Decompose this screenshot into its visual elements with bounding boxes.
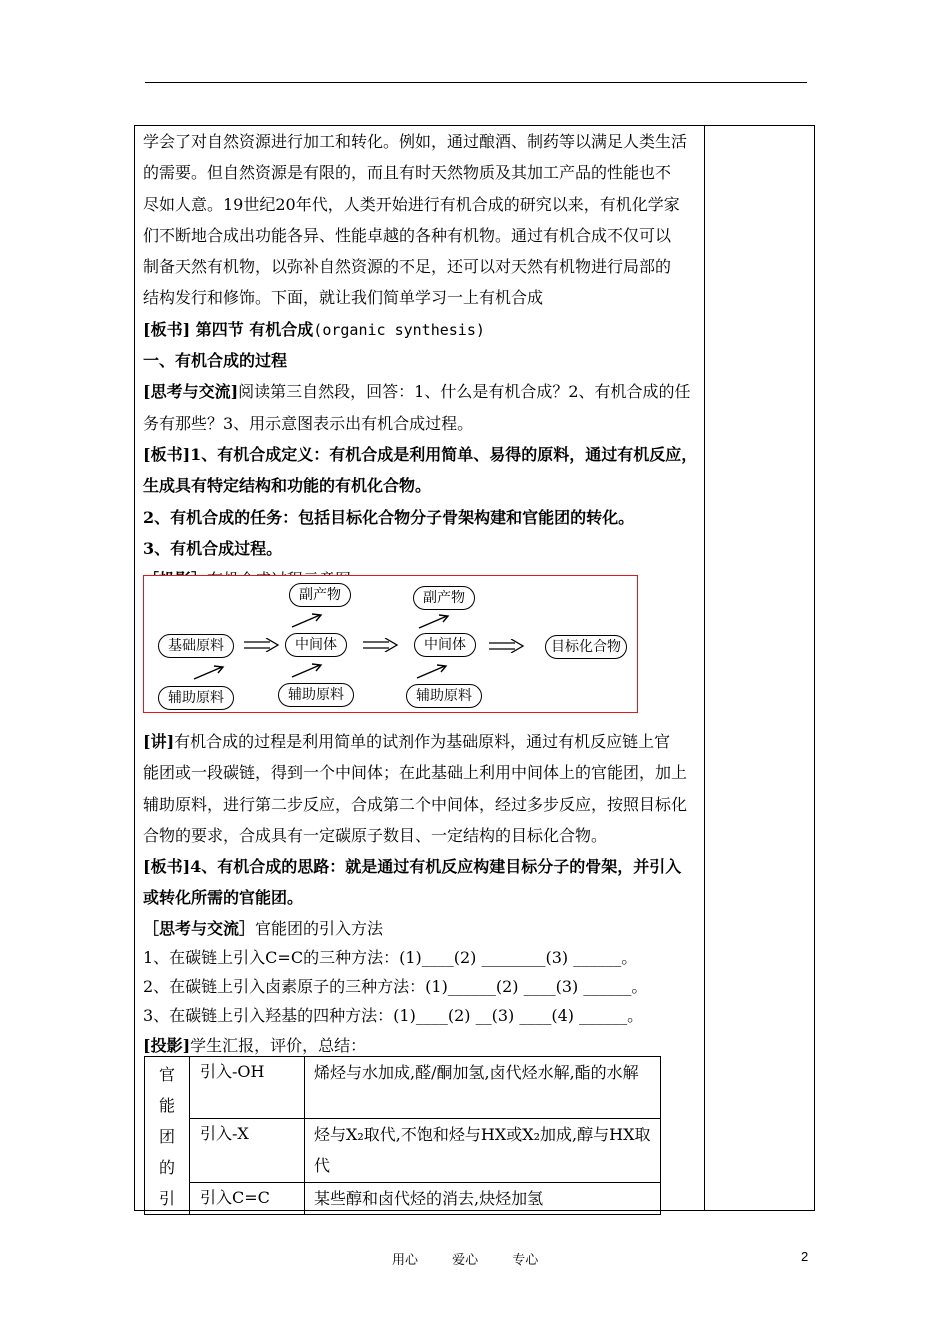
intro-line-2: 的需要。但自然资源是有限的，而且有时天然物质及其加工产品的性能也不 <box>143 163 672 183</box>
vertical-char: 能 <box>158 1096 175 1115</box>
idea-line-2: 或转化所需的官能团。 <box>143 888 304 908</box>
question-2: 2、在碳链上引入卤素原子的三种方法：(1)______(2) ____(3) ______。 <box>143 977 648 997</box>
definition-line-2: 生成具有特定结构和功能的有机化合物。 <box>143 476 432 496</box>
footer-motto: 用心 爱心 专心 <box>392 1253 539 1268</box>
double-arrow-icon <box>489 639 525 653</box>
arrow-up-right-icon <box>417 613 451 629</box>
section-heading-1: 一、有机合成的过程 <box>143 351 288 371</box>
row-label-oh: 引入-OH <box>190 1057 305 1119</box>
arrow-up-right-icon <box>290 612 324 628</box>
arrow-up-right-icon <box>192 664 226 680</box>
arrow-up-right-icon <box>290 662 324 678</box>
intro-line-4: 们不断地合成出功能各异、性能卓越的各种有机物。通过有机合成不仅可以 <box>143 225 672 245</box>
intro-line-3: 尽如人意。19世纪20年代，人类开始进行有机合成的研究以来，有机化学家 <box>143 194 680 214</box>
lecture-line-1: [讲]有机合成的过程是利用简单的试剂作为基础原料，通过有机反应链上官 <box>143 732 671 751</box>
diagram-base-material: 基础原料 <box>158 634 234 658</box>
diagram-aux-material-3: 辅助原料 <box>406 684 482 708</box>
header-rule <box>145 82 807 83</box>
idea-line-1: [板书]4、有机合成的思路：就是通过有机反应构建目标分子的骨架，并引入 <box>143 857 682 877</box>
think1-line-2: 务有那些？3、用示意图表示出有机合成过程。 <box>143 413 474 433</box>
diagram-intermediate-1: 中间体 <box>285 633 347 657</box>
diagram-byproduct-2: 副产物 <box>413 586 475 610</box>
lesson-content-2 <box>143 726 699 1060</box>
think2-line: ［思考与交流］官能团的引入方法 <box>143 918 384 938</box>
vertical-char: 官 <box>158 1065 175 1084</box>
intro-line-1: 学会了对自然资源进行加工和转化。例如，通过酿酒、制药等以满足人类生活 <box>143 132 688 151</box>
notes-column-divider <box>704 125 705 1211</box>
board-title: [板书] 第四节 有机合成(organic synthesis) <box>143 319 485 339</box>
definition-line-1: [板书]1、有机合成定义：有机合成是利用简单、易得的原料，通过有机反应， <box>143 444 698 464</box>
double-arrow-icon <box>244 638 280 652</box>
question-1: 1、在碳链上引入C=C的三种方法：(1)____(2) ________(3) ______。 <box>143 947 638 967</box>
intro-line-5: 制备天然有机物，以弥补自然资源的不足，还可以对天然有机物进行局部的 <box>143 257 672 277</box>
double-arrow-icon <box>363 638 399 652</box>
vertical-char: 引 <box>158 1189 175 1208</box>
lecture-line-3: 辅助原料，进行第二步反应，合成第二个中间体，经过多步反应，按照目标化 <box>143 794 688 814</box>
arrow-up-right-icon <box>415 663 449 679</box>
question-3: 3、在碳链上引入羟基的四种方法：(1)____(2) __(3) ____(4) ______。 <box>143 1006 644 1026</box>
think1-line-1: [思考与交流]阅读第三自然段，回答：1、什么是有机合成？2、有机合成的任 <box>143 382 691 402</box>
diagram-target-compound: 目标化合物 <box>545 635 627 659</box>
intro-line-6: 结构发行和修饰。下面，就让我们简单学习一上有机合成 <box>143 288 544 308</box>
diagram-byproduct-1: 副产物 <box>289 583 351 607</box>
row-label-cc: 引入C=C <box>190 1182 305 1214</box>
diagram-aux-material-2: 辅助原料 <box>278 683 354 707</box>
projection-2: [投影]学生汇报，评价，总结： <box>143 1035 367 1055</box>
row-content-cc: 某些醇和卤代烃的消去,炔烃加氢 <box>305 1182 661 1214</box>
process-line: 3、有机合成过程。 <box>143 538 283 558</box>
synthesis-process-diagram <box>143 575 638 713</box>
table-vertical-header <box>145 1057 190 1215</box>
functional-group-table <box>144 1056 661 1215</box>
lecture-line-4: 合物的要求，合成具有一定碳原子数目、一定结构的目标化合物。 <box>143 825 608 845</box>
vertical-char: 的 <box>158 1158 175 1177</box>
row-label-x: 引入-X <box>190 1119 305 1182</box>
lesson-content <box>143 126 699 595</box>
task-line: 2、有机合成的任务：包括目标化合物分子骨架构建和官能团的转化。 <box>143 507 635 527</box>
diagram-intermediate-2: 中间体 <box>414 633 476 657</box>
lecture-line-2: 能团或一段碳链，得到一个中间体；在此基础上利用中间体上的官能团，加上 <box>143 763 688 783</box>
row-content-oh: 烯烃与水加成,醛/酮加氢,卤代烃水解,酯的水解 <box>305 1057 661 1119</box>
row-content-x: 烃与X₂取代,不饱和烃与HX或X₂加成,醇与HX取代 <box>305 1119 661 1182</box>
diagram-aux-material-1: 辅助原料 <box>158 686 234 710</box>
vertical-char: 团 <box>158 1127 175 1146</box>
page-number: 2 <box>801 1249 809 1264</box>
